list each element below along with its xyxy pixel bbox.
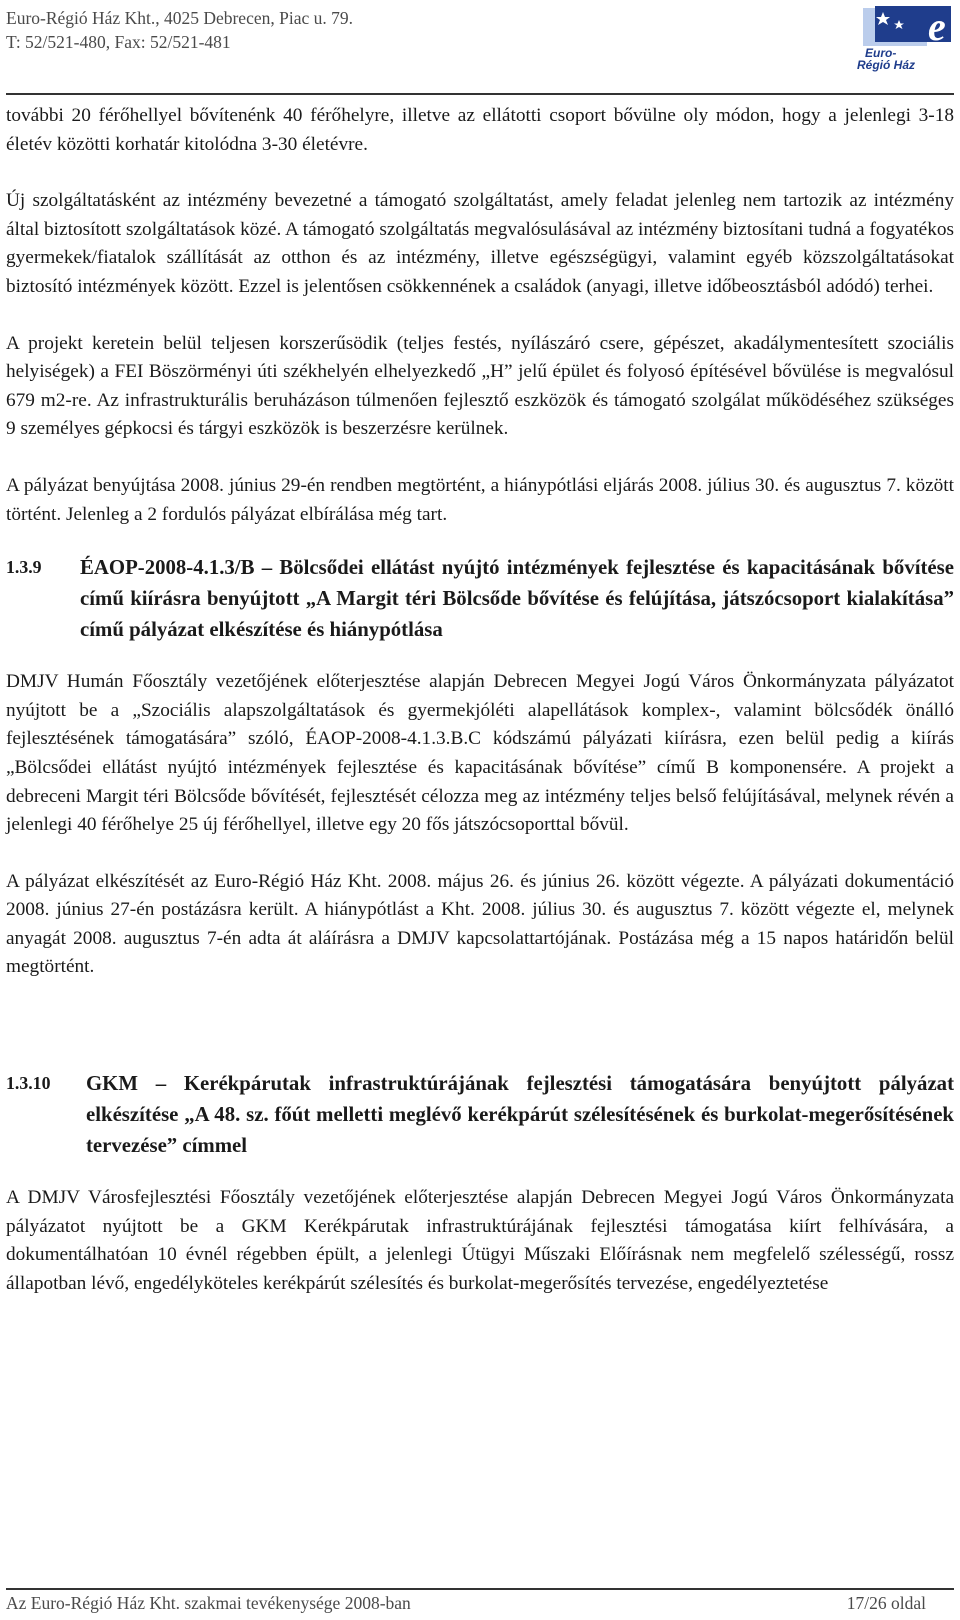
header-divider bbox=[6, 93, 954, 95]
paragraph-7: A DMJV Városfejlesztési Főosztály vezetőjének előterjesztése alapján Debrecen Megyei Jogú Város Önkormányzata pályázatot nyújtott be a GKM Kerékpárutak infrastruktúrájának fejlesztési támogatása kiírt felhívására, a dokumentálhatóan 10 évnél régebben épült, a jelenlegi Útügyi Műszaki Előírásnak nem megfelelő szélességű, rossz állapotban lévő, engedélyköteles kerékpárút szélesítés és burkolat-megerősítés tervezése, engedélyeztetése bbox=[6, 1187, 954, 1294]
paragraph-5: DMJV Humán Főosztály vezetőjének előterjesztése alapján Debrecen Megyei Jogú Város Önkormányzata pályázatot nyújtott be a „Szociális alapszolgáltatások és gyermekjóléti alapellátások komplex-, valamint bölcsődék önálló fejlesztésének támogatására” szóló, ÉAOP-2008-4.1.3.B.C kódszámú pályázati kiírásra, ezen belül pedig a kiírás „Bölcsődei ellátást nyújtó intézmények fejlesztése és kapacitásának bővítése” című B komponensére. A projekt a debreceni Margit téri Bölcsőde bővítését, fejlesztését célozza meg az intézmény teljes belső felújításával, melynek révén a jelenlegi 40 férőhelye 25 új férőhellyel, illetve egy 20 fős játszócsoporttal bővül. bbox=[6, 671, 954, 836]
section-number: 1.3.9 bbox=[6, 557, 42, 578]
section-title: GKM – Kerékpárutak infrastruktúrájának fejlesztési támogatására benyújtott pályázat elkészítése „A 48. sz. főút melletti meglévő kerékpárút szélesítésének és burkolat-megerősítésének tervezése” címmel bbox=[86, 1072, 954, 1158]
header-address bbox=[6, 6, 353, 54]
paragraph-1: további 20 férőhellyel bővítenénk 40 férőhelyre, illetve az ellátotti csoport bővülne oly módon, hogy a jelenlegi 3-18 életév közötti korhatár kitolódna 3-30 életévre. bbox=[6, 105, 954, 155]
svg-text:Euro-: Euro- bbox=[865, 46, 897, 60]
header-line-2: T: 52/521-480, Fax: 52/521-481 bbox=[6, 32, 231, 52]
paragraph-6: A pályázat elkészítését az Euro-Régió Ház Kht. 2008. május 26. és június 26. között végezte. A pályázati dokumentáció 2008. június 27-én postázásra került. A hiánypótlást a Kht. 2008. július 30. és augusztus 7. között végezte el, melynek anyagát 2008. augusztus 7-én adta át aláírásra a DMJV kapcsolattartójának. Postázása még a 15 napos határidőn belül megtörtént. bbox=[6, 870, 954, 978]
section-heading-1-3-10 bbox=[6, 1068, 954, 1161]
euro-regio-haz-logo bbox=[855, 2, 955, 72]
paragraph-2: Új szolgáltatásként az intézmény bevezetné a támogató szolgáltatást, amely feladat jelenleg nem tartozik az intézmény által biztosított szolgáltatások közé. A támogató szolgáltatás megvalósulásával az intézmény biztosítani tudná a fogyatékos gyermekek/fiatalok szállítását az otthon és az intézmény, illetve egészségügyi, valamint egyéb közszolgáltatásokat biztosító intézmények között. Ezzel is jelentősen csökkennének a családok (anyagi, illetve időbeosztásból adódó) terhei. bbox=[6, 190, 954, 297]
svg-text:Régió Ház: Régió Ház bbox=[857, 58, 916, 72]
paragraph-3: A projekt keretein belül teljesen korszerűsödik (teljes festés, nyílászáró csere, gépészet, akadálymentesített szociális helyiségek) a FEI Böszörményi úti székhelyén elhelyezkedő „H” jelű épület és folyosó építésével bővülése is megvalósul 679 m2-re. Az infrastrukturális beruházáson túlmenően fejlesztő eszközök és támogató szolgálat működéséhez szükséges 9 személyes gépkocsi és tárgyi eszközök is beszerzésre kerülnek. bbox=[6, 332, 954, 440]
document-body bbox=[6, 102, 954, 1298]
footer-divider bbox=[6, 1588, 954, 1590]
page-number: 17/26 oldal bbox=[846, 1593, 926, 1613]
paragraph-4: A pályázat benyújtása 2008. június 29-én rendben megtörtént, a hiánypótlási eljárás 2008. július 30. és augusztus 7. között történt. Jelenleg a 2 fordulós pályázat elbírálása még tart. bbox=[6, 474, 954, 525]
section-heading-1-3-9 bbox=[6, 552, 954, 645]
svg-text:e: e bbox=[928, 4, 946, 49]
section-number: 1.3.10 bbox=[6, 1073, 51, 1094]
header-line-1: Euro-Régió Ház Kht., 4025 Debrecen, Piac u. 79. bbox=[6, 8, 353, 28]
section-title: ÉAOP-2008-4.1.3/B – Bölcsődei ellátást nyújtó intézmények fejlesztése és kapacitásának bővítése című kiírásra benyújtott „A Margit téri Bölcsőde bővítése és felújítása, játszócsoport kialakítása” című pályázat elkészítése és hiánypótlása bbox=[80, 556, 954, 642]
footer-text: Az Euro-Régió Ház Kht. szakmai tevékenysége 2008-ban bbox=[6, 1593, 411, 1613]
